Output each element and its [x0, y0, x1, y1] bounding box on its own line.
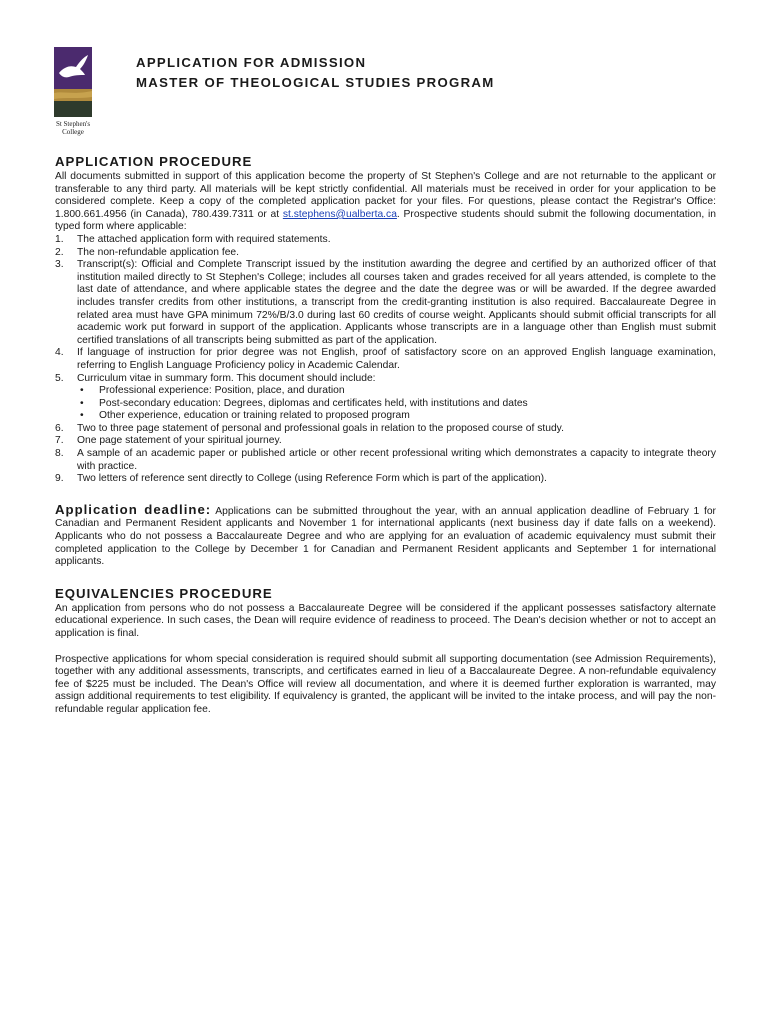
item-text: Two letters of reference sent directly to College (using Reference Form which is part of the application). [77, 473, 547, 485]
list-item [55, 373, 716, 423]
bullet-item [77, 385, 716, 398]
list-item [55, 259, 716, 347]
email-link[interactable]: st.stephens@ualberta.ca [282, 208, 397, 220]
bullet-icon: • [80, 397, 84, 409]
item-text: Transcript(s): Official and Complete Transcript issued by the institution awarding the degree and certified by an authorized officer of that institution mailed directly to St Stephen's College; includes all courses taken and grades received for all years attended, is complete to the last date of attendance, and where applicable states the degree and the date the degree was or will be awarded. If the degree awarded includes transfer credits from other institutions, a transcript from the credit-granting institution is also required. Baccalaureate Degree in related area must have GPA minimum 72%/B/3.0 during last 60 credits of course weight. Applicants should submit official transcripts for all academic work put forward in support of the application. Applicants whose transcripts are in a language other than English must submit certified translations of all transcripts being submitted as part of the application. [77, 259, 716, 346]
bullet-icon: • [80, 410, 84, 422]
list-item [55, 234, 716, 247]
application-procedure-heading: APPLICATION PROCEDURE [55, 154, 253, 169]
list-item [55, 423, 716, 436]
deadline-text: Applications can be submitted throughout the year, with an annual application deadline of February 1 for Canadian and Permanent Resident applicants and November 1 for international applicants (next business day if date falls on a weekend). Applicants who do not possess a Baccalaureate Degree and who are applying for an evaluation of academic equivalency must submit their completed application to the College by December 1 for Canadian and Permanent Resident applicants and September 1 for international applicants. [55, 505, 716, 568]
bullet-item [77, 410, 716, 423]
deadline-paragraph [55, 501, 716, 569]
item-text: Two to three page statement of personal and professional goals in relation to the proposed course of study. [77, 422, 564, 434]
item-text: One page statement of your spiritual journey. [77, 435, 282, 447]
cv-bullet-list [77, 385, 716, 423]
intro-text-before-email: All documents submitted in support of this application become the property of St Stephen's College and are not returnable to the applicant or transferable to any third party. All materials will be kept strictly confidential. All materials must be received in order for your application to be considered complete. Keep a copy of the completed application packet for your files. For questions, please contact the Registrar's Office: 1.800.661.4956 (in Canada), 780.439.7311 or at [55, 171, 716, 220]
title-line-1: APPLICATION FOR ADMISSION [136, 55, 367, 70]
item-number: 2. [55, 246, 64, 258]
logo-text-line1: St Stephen's [55, 120, 91, 128]
intro-text-after-email: . Prospective students should submit the following documentation, in typed form where applicable: [55, 208, 716, 233]
title-line-2: MASTER OF THEOLOGICAL STUDIES PROGRAM [136, 75, 495, 90]
item-number: 3. [55, 259, 64, 271]
bullet-icon: • [80, 385, 84, 397]
item-number: 1. [55, 233, 64, 245]
item-text: The non-refundable application fee. [77, 246, 240, 258]
documentation-list [55, 234, 716, 486]
item-number: 9. [55, 473, 64, 485]
equivalencies-paragraph-2: Prospective applications for whom special consideration is required should submit all supporting documentation (see Admission Requirements), together with any additional assessments, transcripts, and certificates earned in lieu of a Baccalaureate Degree. A non-refundable equivalency fee of $225 must be included. The Dean's Office will review all documentation, and where it is deemed further exploration is warranted, may assign additional requirements to test eligibility. If equivalency is granted, the applicant will be invited to the intake process, and will pay the non-refundable regular application fee. [55, 653, 716, 715]
dove-logo-icon [54, 47, 92, 117]
list-item [55, 347, 716, 372]
item-number: 5. [55, 372, 64, 384]
logo-text-line2: College [62, 128, 84, 136]
college-logo [54, 47, 92, 136]
item-number: 7. [55, 435, 64, 447]
item-number: 8. [55, 448, 64, 460]
page-title [136, 53, 495, 93]
item-text: Curriculum vitae in summary form. This document should include: [77, 372, 376, 384]
bullet-item [77, 398, 716, 411]
equivalencies-paragraph-1: An application from persons who do not possess a Baccalaureate Degree will be considered if the applicant possesses satisfactory alternate educational experience. In such cases, the Dean will require evidence of readiness to proceed. The Dean's decision whether or not to accept an application is final. [55, 602, 716, 639]
equivalencies-heading: EQUIVALENCIES PROCEDURE [55, 585, 273, 601]
item-number: 4. [55, 347, 64, 359]
list-item [55, 473, 716, 486]
bullet-text: Post-secondary education: Degrees, diplomas and certificates held, with institutions and dates [99, 397, 528, 409]
bullet-text: Professional experience: Position, place, and duration [99, 385, 345, 397]
list-item [55, 247, 716, 260]
item-number: 6. [55, 422, 64, 434]
list-item [55, 448, 716, 473]
bullet-text: Other experience, education or training related to proposed program [99, 410, 410, 422]
deadline-label: Application deadline: [55, 501, 212, 517]
item-text: A sample of an academic paper or published article or other recent professional writing which demonstrates a capacity to integrate theory with practice. [77, 448, 716, 472]
list-item [55, 435, 716, 448]
item-text: If language of instruction for prior degree was not English, proof of satisfactory score on an approved English language examination, referring to English Language Proficiency policy in Academic Calendar. [77, 347, 716, 371]
item-text: The attached application form with required statements. [77, 233, 331, 245]
procedure-intro [55, 171, 716, 234]
document-body [55, 153, 716, 717]
